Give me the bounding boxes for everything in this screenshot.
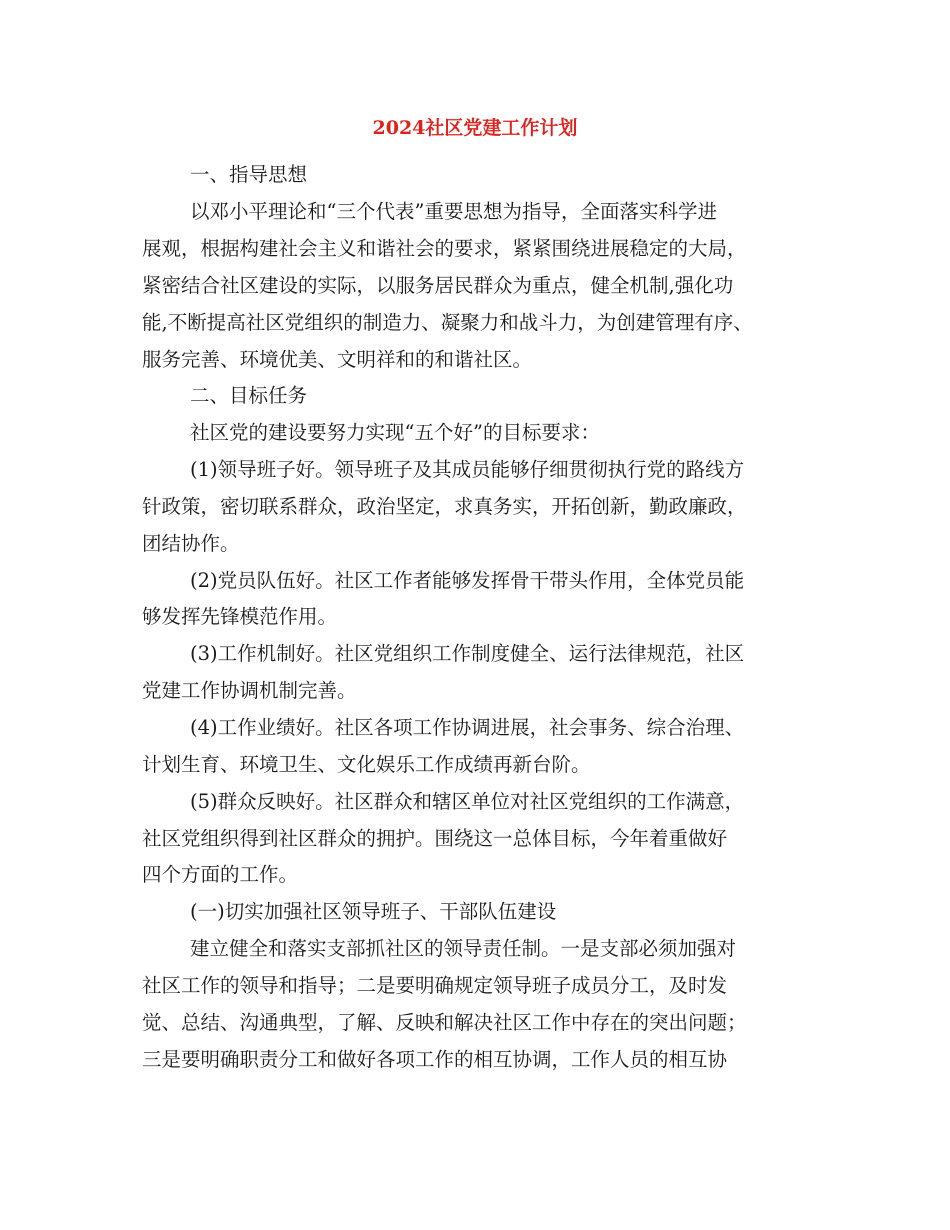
paragraph-line: 服务完善、环境优美、文明祥和的和谐社区。 [142,348,533,371]
paragraph-line: (4)工作业绩好。社区各项工作协调进展，社会事务、综合治理、 [190,716,745,739]
paragraph-line: 党建工作协调机制完善。 [142,679,357,702]
paragraph-line: 计划生育、环境卫生、文化娱乐工作成绩再新台阶。 [142,753,591,776]
paragraph-line: (1)领导班子好。领导班子及其成员能够仔细贯彻执行党的路线方 [190,458,745,481]
paragraph-line: (5)群众反映好。社区群众和辖区单位对社区党组织的工作满意， [190,790,745,813]
paragraph-line: (3)工作机制好。社区党组织工作制度健全、运行法律规范，社区 [190,642,745,665]
paragraph-line: 针政策，密切联系群众，政治坚定，求真务实，开拓创新，勤政廉政， [142,495,747,518]
paragraph-line: 社区党的建设要努力实现“五个好”的目标要求： [190,421,600,444]
document-title: 2024社区党建工作计划 [372,117,578,139]
paragraph-line: 社区工作的领导和指导；二是要明确规定领导班子成员分工，及时发 [142,974,728,997]
paragraph-line: (2)党员队伍好。社区工作者能够发挥骨干带头作用，全体党员能 [190,569,745,592]
paragraph-line: 以邓小平理论和“三个代表”重要思想为指导，全面落实科学进 [190,200,717,223]
paragraph-line: 觉、总结、沟通典型，了解、反映和解决社区工作中存在的突出问题； [142,1011,747,1034]
paragraph-line: 社区党组织得到社区群众的拥护。围绕这一总体目标，今年着重做好 [142,827,728,850]
paragraph-line: 展观，根据构建社会主义和谐社会的要求，紧紧围绕进展稳定的大局， [142,237,747,260]
paragraph-line: 能,不断提高社区党组织的制造力、凝聚力和战斗力，为创建管理有序、 [142,311,753,334]
section-heading-goals: 二、目标任务 [190,384,308,407]
paragraph-line: 够发挥先锋模范作用。 [142,605,338,628]
paragraph-line: 三是要明确职责分工和做好各项工作的相互协调，工作人员的相互协 [142,1048,728,1071]
paragraph-line: 团结协作。 [142,532,240,555]
subsection-heading: (一)切实加强社区领导班子、干部队伍建设 [190,900,557,923]
section-heading-guiding-ideology: 一、指导思想 [190,163,308,186]
paragraph-line: 建立健全和落实支部抓社区的领导责任制。一是支部必须加强对 [190,937,737,960]
paragraph-line: 四个方面的工作。 [142,863,299,886]
paragraph-line: 紧密结合社区建设的实际，以服务居民群众为重点，健全机制,强化功 [142,274,734,297]
